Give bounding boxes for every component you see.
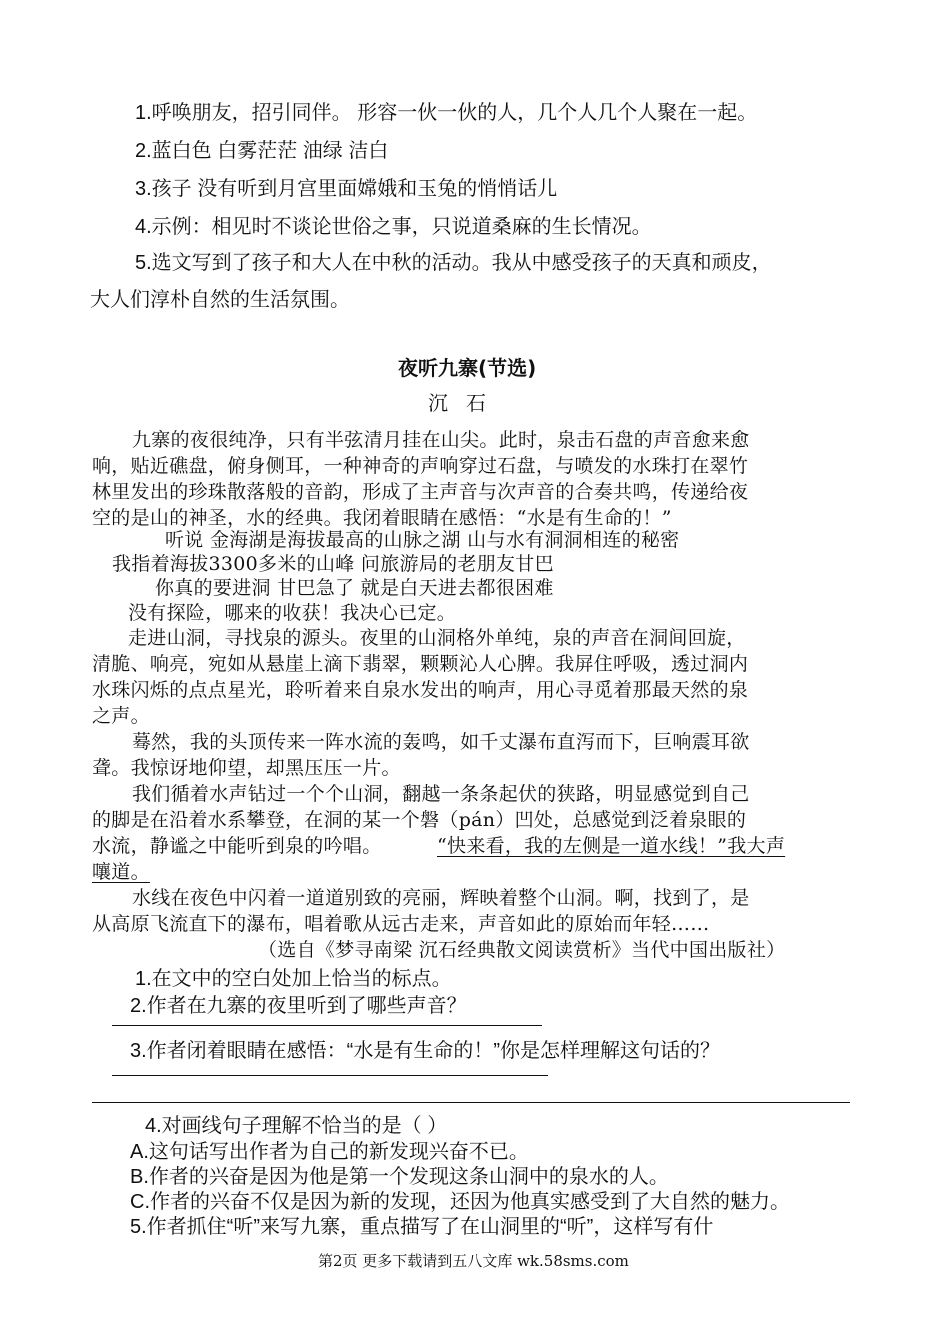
paragraph-line: 的脚是在沿着水系攀登，在洞的某一个磐（pán）凹处，总感觉到泛着泉眼的 (92, 809, 747, 831)
underlined-sentence-cont: 嚷道。 (92, 861, 150, 883)
paragraph-line: 之声。 (92, 705, 150, 727)
paragraph-line: 清脆、响亮，宛如从悬崖上滴下翡翠，颗颗沁人心脾。我屏住呼吸，透过洞内 (92, 653, 749, 675)
paragraph-line: 从高原飞流直下的瀑布，唱着歌从远古走来，声音如此的原始而年轻…… (92, 913, 710, 935)
page-footer: 第2页 更多下载请到五八文库 wk.58sms.com (318, 1252, 629, 1270)
question-2: 2.作者在九寨的夜里听到了哪些声音？ (130, 995, 467, 1017)
blank-line: 我指着海拔3300多米的山峰 问旅游局的老朋友甘巴 (112, 553, 554, 575)
answer-3: 3.孩子 没有听到月宫里面嫦娥和玉兔的悄悄话儿 (135, 178, 558, 200)
option-b: B.作者的兴奋是因为他是第一个发现这条山洞中的泉水的人。 (130, 1166, 669, 1188)
paragraph-line: 九寨的夜很纯净，只有半弦清月挂在山尖。此时，泉击石盘的声音愈来愈 (132, 429, 750, 451)
answer-line (92, 1102, 850, 1103)
answer-line (112, 1025, 542, 1026)
article-title: 夜听九寨(节选) (398, 356, 537, 380)
paragraph-line: 我们循着水声钻过一个个山洞，翻越一条条起伏的狭路，明显感觉到自己 (132, 783, 750, 805)
underlined-sentence: “快来看，我的左侧是一道水线！”我大声 (437, 835, 786, 857)
answer-line (112, 1075, 548, 1076)
question-3: 3.作者闭着眼睛在感悟：“水是有生命的！”你是怎样理解这句话的？ (130, 1040, 720, 1062)
answer-1: 1.呼唤朋友，招引同伴。 形容一伙一伙的人，几个人几个人聚在一起。 (135, 102, 758, 124)
answer-5: 5.选文写到了孩子和大人在中秋的活动。我从中感受孩子的天真和顽皮， (135, 252, 772, 274)
paragraph-line: 走进山洞，寻找泉的源头。夜里的山洞格外单纯，泉的声音在洞间回旋， (128, 627, 746, 649)
answer-5-cont: 大人们淳朴自然的生活氛围。 (90, 289, 350, 311)
question-4: 4.对画线句子理解不恰当的是（ ） (145, 1115, 448, 1137)
paragraph-line: 水线在夜色中闪着一道道别致的亮丽，辉映着整个山洞。啊，找到了，是 (132, 887, 750, 909)
paragraph-line: 响，贴近礁盘，俯身侧耳，一种神奇的声响穿过石盘，与喷发的水珠打在翠竹 (92, 455, 749, 477)
paragraph-line: 蓦然，我的头顶传来一阵水流的轰鸣，如千丈瀑布直泻而下，巨响震耳欲 (132, 731, 750, 753)
blank-line: 你真的要进洞 甘巴急了 就是白天进去都很困难 (155, 577, 554, 599)
paragraph-line: 聋。我惊讶地仰望，却黑压压一片。 (92, 757, 401, 779)
article-author: 沉石 (428, 391, 504, 415)
paragraph-line: 空的是山的神圣，水的经典。我闭着眼睛在感悟：“水是有生命的！” (92, 507, 672, 529)
question-1: 1.在文中的空白处加上恰当的标点。 (135, 968, 452, 990)
paragraph-line: 水流，静谧之中能听到泉的吟唱。 (92, 835, 382, 857)
paragraph-line: 林里发出的珍珠散落般的音韵，形成了主声音与次声音的合奏共鸣，传递给夜 (92, 481, 749, 503)
option-a: A.这句话写出作者为自己的新发现兴奋不已。 (130, 1141, 529, 1163)
paragraph-line: 水珠闪烁的点点星光，聆听着来自泉水发出的响声，用心寻觅着那最天然的泉 (92, 679, 749, 701)
option-c: C.作者的兴奋不仅是因为新的发现，还因为他真实感受到了大自然的魅力。 (130, 1191, 790, 1213)
answer-2: 2.蓝白色 白雾茫茫 油绿 洁白 (135, 140, 389, 162)
paragraph-line: 没有探险，哪来的收获！我决心已定。 (128, 602, 457, 624)
source-citation: （选自《梦寻南梁 沉石经典散文阅读赏析》当代中国出版社） (258, 939, 786, 961)
question-5: 5.作者抓住“听”来写九寨，重点描写了在山洞里的“听”，这样写有什 (130, 1216, 714, 1238)
blank-line: 听说 金海湖是海拔最高的山脉之湖 山与水有洞洞相连的秘密 (165, 529, 680, 551)
answer-4: 4.示例：相见时不谈论世俗之事，只说道桑麻的生长情况。 (135, 216, 652, 238)
